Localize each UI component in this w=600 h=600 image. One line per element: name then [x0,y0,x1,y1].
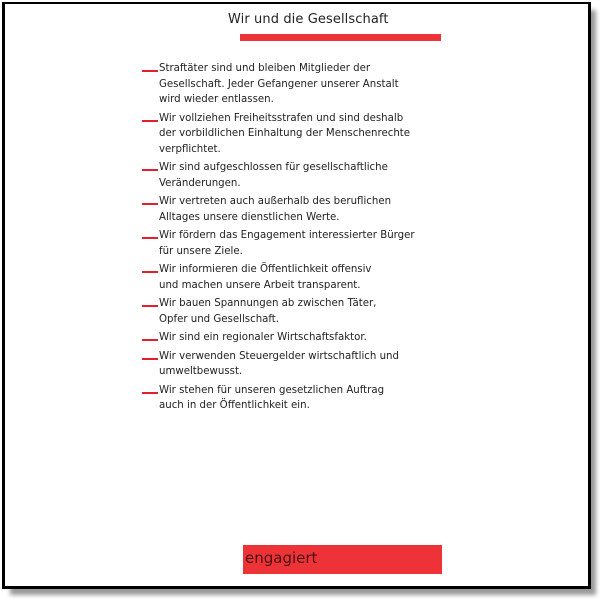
statement-item [141,61,441,108]
statement-line: Wir verwenden Steuergelder wirtschaftlich und [159,350,399,362]
statement-line: verpflichtet. [159,143,221,155]
statement-line: und machen unsere Arbeit transparent. [159,279,361,291]
red-dash-icon [142,339,158,341]
statement-item [141,383,441,414]
footer-banner [243,545,442,574]
statement-item [141,160,441,191]
footer-label: engagiert [245,549,318,567]
red-dash-icon [142,305,158,307]
statement-line: Wir sind ein regionaler Wirtschaftsfaktor. [159,332,367,343]
red-dash-icon [142,271,158,273]
statement-line: der vorbildlichen Einhaltung der Menschenrechte [159,128,411,139]
statement-item [141,262,441,293]
statement-item [141,228,441,259]
statement-line: Wir sind aufgeschlossen für gesellschaftliche [159,162,388,173]
statement-line: wird wieder entlassen. [159,94,274,105]
red-dash-icon [142,120,158,122]
statement-line: für unsere Ziele. [159,245,243,257]
statement-item [141,111,441,158]
red-dash-icon [142,392,158,394]
red-dash-icon [142,237,158,239]
red-dash-icon [142,203,158,205]
statement-line: Wir fördern das Engagement interessierter Bürger [159,230,415,241]
red-dash-icon [142,358,158,360]
statement-line: Wir vollziehen Freiheitsstrafen und sind deshalb [159,112,404,124]
statement-line: Straftäter sind und bleiben Mitglieder der [159,63,371,74]
statement-item [141,296,441,327]
statement-line: Opfer und Gesellschaft. [159,313,280,325]
statement-line: Alltages unsere dienstlichen Werte. [159,211,340,223]
statement-line: auch in der Öffentlichkeit ein. [159,400,310,411]
statement-list [141,61,441,417]
statement-line: Wir vertreten auch außerhalb des beruflichen [159,196,392,207]
statement-line: Veränderungen. [159,177,241,189]
statement-line: Wir bauen Spannungen ab zwischen Täter, [159,298,377,309]
statement-line: Wir stehen für unseren gesetzlichen Auftrag [159,384,385,396]
statement-item [141,330,441,346]
statement-line: umweltbewusst. [159,366,243,377]
statement-item [141,194,441,225]
statement-item [141,349,441,380]
statement-line: Wir informieren die Öffentlichkeit offensiv [159,264,372,275]
title-underline-bar [240,34,441,41]
page-title: Wir und die Gesellschaft [228,12,389,27]
statement-line: Gesellschaft. Jeder Gefangener unserer Anstalt [159,78,399,90]
red-dash-icon [142,169,158,171]
red-dash-icon [142,70,158,72]
